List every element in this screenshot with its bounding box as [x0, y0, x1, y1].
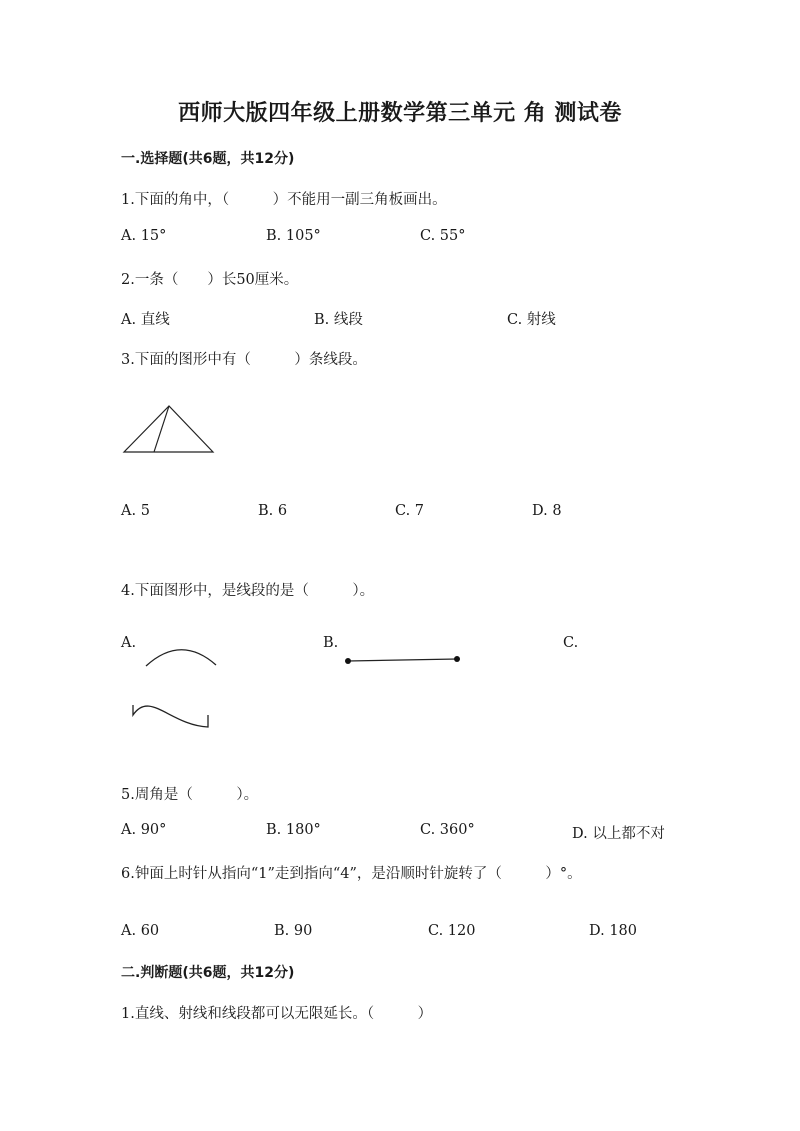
question-6-text: 6.钟面上时针从指向“1”走到指向“4”，是沿顺时针旋转了（ ）°。	[121, 866, 582, 882]
section-heading-choice: 一.选择题(共6题，共12分)	[121, 151, 295, 167]
question-6-option-c[interactable]: C. 120	[428, 923, 476, 939]
question-6-option-b[interactable]: B. 90	[274, 923, 313, 939]
question-1-text: 1.下面的角中，（ ）不能用一副三角板画出。	[121, 192, 447, 208]
question-2-text: 2.一条（ ）长50厘米。	[121, 272, 299, 288]
question-5-option-b[interactable]: B. 180°	[266, 822, 321, 838]
section-heading-judgement: 二.判断题(共6题，共12分)	[121, 965, 295, 981]
question-4-option-c[interactable]: C.	[563, 635, 579, 651]
question-4-option-b[interactable]: B.	[323, 635, 339, 651]
question-3-option-a[interactable]: A. 5	[121, 503, 150, 519]
question-5-option-a[interactable]: A. 90°	[121, 822, 167, 838]
question-4-text: 4.下面图形中，是线段的是（ ）。	[121, 583, 375, 599]
question-4-option-a[interactable]: A.	[121, 635, 137, 651]
question-1-option-b[interactable]: B. 105°	[266, 228, 321, 244]
question-5-option-c[interactable]: C. 360°	[420, 822, 475, 838]
question-1-option-a[interactable]: A. 15°	[121, 228, 167, 244]
question-2-option-b[interactable]: B. 线段	[314, 312, 363, 328]
question-5-text: 5.周角是（ ）。	[121, 787, 259, 803]
question-3-option-c[interactable]: C. 7	[395, 503, 425, 519]
question-3-text: 3.下面的图形中有（ ）条线段。	[121, 352, 367, 368]
question-3-option-b[interactable]: B. 6	[258, 503, 288, 519]
question-1-option-c[interactable]: C. 55°	[420, 228, 466, 244]
question-2-option-a[interactable]: A. 直线	[121, 312, 170, 328]
judgement-question-1-text: 1.直线、射线和线段都可以无限延长。（ ）	[121, 1006, 433, 1022]
question-2-option-c[interactable]: C. 射线	[507, 312, 556, 328]
page-title: 西师大版四年级上册数学第三单元 角 测试卷	[178, 101, 622, 126]
question-5-option-d[interactable]: D. 以上都不对	[572, 826, 665, 842]
question-6-option-a[interactable]: A. 60	[121, 923, 160, 939]
question-3-option-d[interactable]: D. 8	[532, 503, 562, 519]
question-6-option-d[interactable]: D. 180	[589, 923, 638, 939]
